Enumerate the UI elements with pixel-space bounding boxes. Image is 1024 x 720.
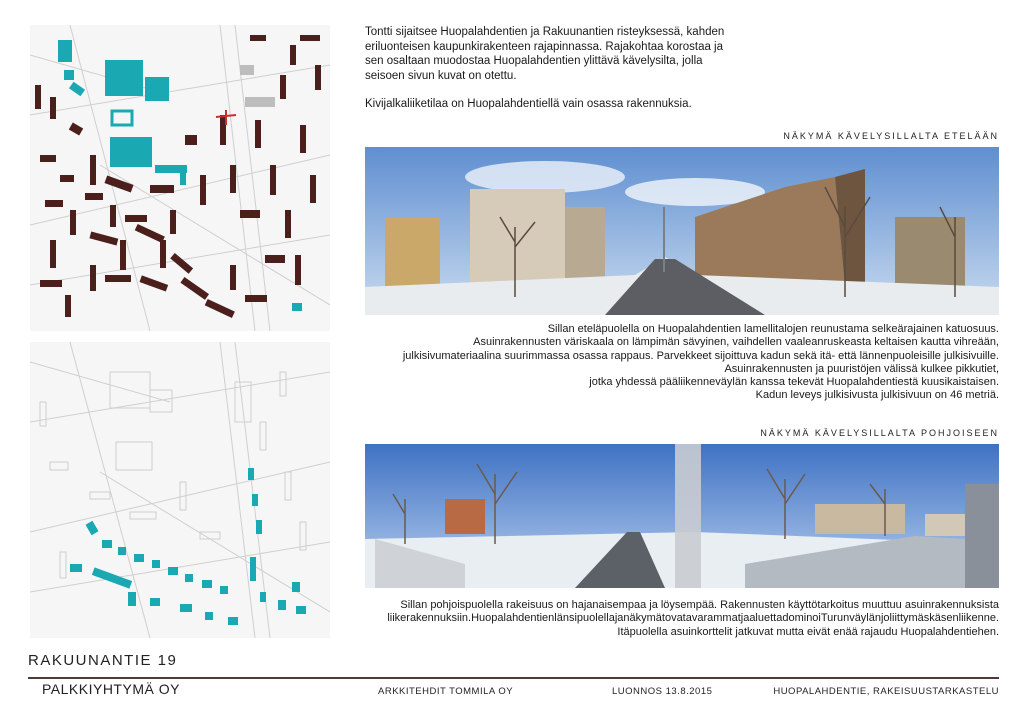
south-view-caption: NÄKYMÄ KÄVELYSILLALTA ETELÄÄN: [783, 131, 999, 141]
title-divider: [28, 677, 999, 679]
intro-paragraph: Tontti sijaitsee Huopalahdentien ja Rakuunantien risteyksessä, kahden eriluonteisen kaupunkirakenteen rajapinnassa. Rajakohtaa korostaa ja sen osaltaan muodostaa Huopalahdentien ylittävä kävelysilta, jolla seisoen sivun kuvat on otettu.: [365, 26, 725, 82]
description-line: liikerakennuksiin.HuopalahdentienlänsipuolellajanäkymätovatavarammatjaaluettadominoiTurunväylänjoliittymäskäsenliikenne.: [387, 612, 999, 625]
description-line: julkisivumateriaalina suurimmassa osassa rappaus. Parvekkeet sijoittuva kadun sekä itä- että lännenpuoleisille julkisivuille.: [402, 349, 999, 362]
page-title: RAKUUNANTIE 19: [28, 652, 178, 669]
company-name: PALKKIYHTYMÄ OY: [42, 681, 180, 697]
description-line: Asuinrakennusten ja puuristöjen välissä kulkee pikkutiet,: [724, 362, 999, 375]
north-view-description: [359, 599, 999, 639]
north-view-caption: NÄKYMÄ KÄVELYSILLALTA POHJOISEEN: [760, 428, 999, 438]
intro-paragraph: Kivijalkaliiketilaa on Huopalahdentiellä vain osassa rakennuksia.: [365, 98, 692, 110]
description-line: Kadun leveys julkisivusta julkisivuun on 46 metriä.: [755, 389, 999, 402]
south-panorama-photo: [365, 147, 999, 315]
site-map-commercial-frontage: [30, 342, 330, 638]
description-line: Sillan eteläpuolella on Huopalahdentien lamellitalojen reunustama selkeärajainen katuosuus.: [547, 323, 999, 335]
south-view-description: [359, 323, 999, 403]
project-name: HUOPALAHDENTIE, RAKEISUUSTARKASTELU: [773, 686, 999, 697]
description-line: Asuinrakennusten väriskaala on lämpimän sävyinen, vaihdellen vaaleanruskeasta keltaisen kautta vihreään,: [473, 336, 999, 349]
architect-name: ARKKITEHDIT TOMMILA OY: [378, 686, 514, 697]
description-line: jotka yhdessä pääliikenneväylän kanssa tekevät Huopalahdentiestä kuusikaistaisen.: [589, 376, 999, 389]
intro-text: [365, 25, 725, 126]
description-line: Itäpuolella asuinkorttelit jatkuvat mutta eivät enää rajaudu Huopalahdentiehen.: [617, 625, 999, 638]
description-line: Sillan pohjoispuolella rakeisuus on hajanaisempaa ja löysempää. Rakennusten käyttötarkoitus muuttuu asuinrakennuksista: [400, 599, 999, 611]
draft-date: LUONNOS 13.8.2015: [612, 686, 713, 697]
site-map-buildings: [30, 25, 330, 331]
north-panorama-photo: [365, 444, 999, 588]
